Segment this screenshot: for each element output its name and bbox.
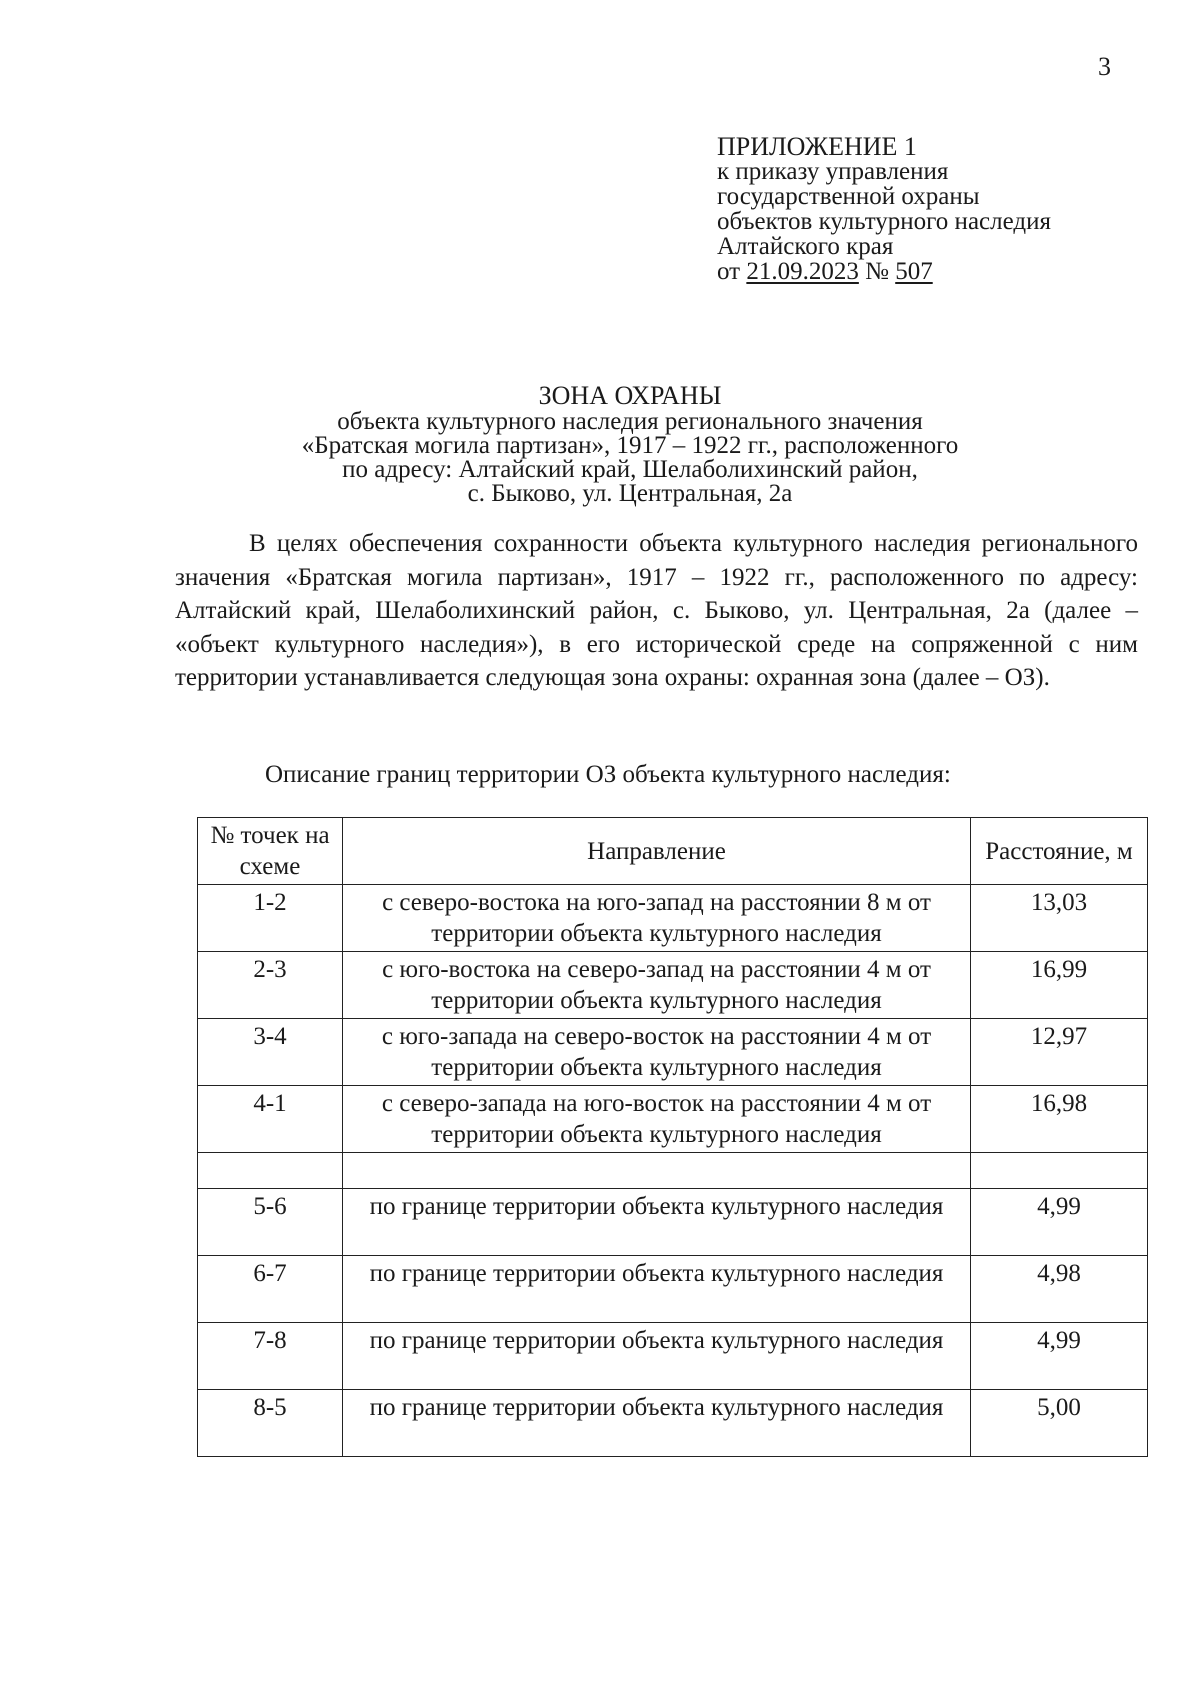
heading-line: с. Быково, ул. Центральная, 2а [467, 480, 793, 507]
appendix-line: государственной охраны [717, 183, 980, 210]
cell-distance: 16,99 [971, 952, 1148, 1019]
cell-direction: по границе территории объекта культурного наследия [343, 1256, 971, 1323]
table-row [198, 885, 1148, 952]
boundary-table [197, 817, 1148, 1457]
order-number-prefix: № [858, 258, 896, 285]
heading-title: ЗОНА ОХРАНЫ [538, 381, 722, 410]
cell-distance [971, 1153, 1148, 1189]
order-number: 507 [895, 258, 933, 285]
appendix-title: ПРИЛОЖЕНИЕ 1 [717, 132, 917, 161]
appendix-block [717, 134, 1157, 284]
table-row [198, 1256, 1148, 1323]
order-date-line [717, 259, 1157, 284]
appendix-line: объектов культурного наследия [717, 208, 1051, 235]
cell-points: 5-6 [198, 1189, 343, 1256]
cell-points: 2-3 [198, 952, 343, 1019]
header-points: № точек на схеме [198, 818, 343, 885]
order-date-prefix: от [717, 258, 747, 285]
table-row [198, 1323, 1148, 1390]
cell-points: 1-2 [198, 885, 343, 952]
table-row [198, 1390, 1148, 1457]
table-caption: Описание границ территории ОЗ объекта культурного наследия: [265, 761, 951, 788]
order-date: 21.09.2023 [746, 258, 859, 285]
header-distance: Расстояние, м [971, 818, 1148, 885]
table-header-row [198, 818, 1148, 885]
table-row [198, 1019, 1148, 1086]
heading-line: объекта культурного наследия регионального значения [337, 408, 923, 435]
appendix-line: Алтайского края [717, 233, 894, 260]
heading-line: по адресу: Алтайский край, Шелаболихинский район, [342, 456, 918, 483]
cell-direction: с юго-запада на северо-восток на расстоянии 4 м от территории объекта культурного наследия [343, 1019, 971, 1086]
body-paragraph: В целях обеспечения сохранности объекта культурного наследия регионального значения «Братская могила партизан», 1917 – 1922 гг., расположенного по адресу: Алтайский край, Шелаболихинский район, с. Быково, ул. Центральная, 2а (далее – «объект культурного наследия»), в его исторической среде на сопряженной с ним территории устанавливается следующая зона охраны: охранная зона (далее – ОЗ). [175, 530, 1138, 692]
page-number: 3 [1098, 52, 1111, 81]
cell-points: 3-4 [198, 1019, 343, 1086]
table-row [198, 1086, 1148, 1153]
cell-distance: 4,99 [971, 1189, 1148, 1256]
table-row-empty [198, 1153, 1148, 1189]
cell-distance: 13,03 [971, 885, 1148, 952]
table-row [198, 1189, 1148, 1256]
document-heading [200, 382, 1060, 506]
cell-direction [343, 1153, 971, 1189]
cell-distance: 5,00 [971, 1390, 1148, 1457]
cell-points: 6-7 [198, 1256, 343, 1323]
cell-distance: 16,98 [971, 1086, 1148, 1153]
cell-direction: с северо-востока на юго-запад на расстоянии 8 м от территории объекта культурного наследия [343, 885, 971, 952]
cell-distance: 4,98 [971, 1256, 1148, 1323]
cell-direction: по границе территории объекта культурного наследия [343, 1390, 971, 1457]
cell-direction: по границе территории объекта культурного наследия [343, 1323, 971, 1390]
cell-points: 8-5 [198, 1390, 343, 1457]
header-direction: Направление [343, 818, 971, 885]
cell-points: 7-8 [198, 1323, 343, 1390]
cell-direction: по границе территории объекта культурного наследия [343, 1189, 971, 1256]
cell-direction: с северо-запада на юго-восток на расстоянии 4 м от территории объекта культурного наследия [343, 1086, 971, 1153]
cell-distance: 12,97 [971, 1019, 1148, 1086]
cell-points: 4-1 [198, 1086, 343, 1153]
cell-direction: с юго-востока на северо-запад на расстоянии 4 м от территории объекта культурного наследия [343, 952, 971, 1019]
cell-distance: 4,99 [971, 1323, 1148, 1390]
table-row [198, 952, 1148, 1019]
appendix-line: к приказу управления [717, 158, 949, 185]
cell-points [198, 1153, 343, 1189]
heading-line: «Братская могила партизан», 1917 – 1922 гг., расположенного [301, 432, 959, 459]
